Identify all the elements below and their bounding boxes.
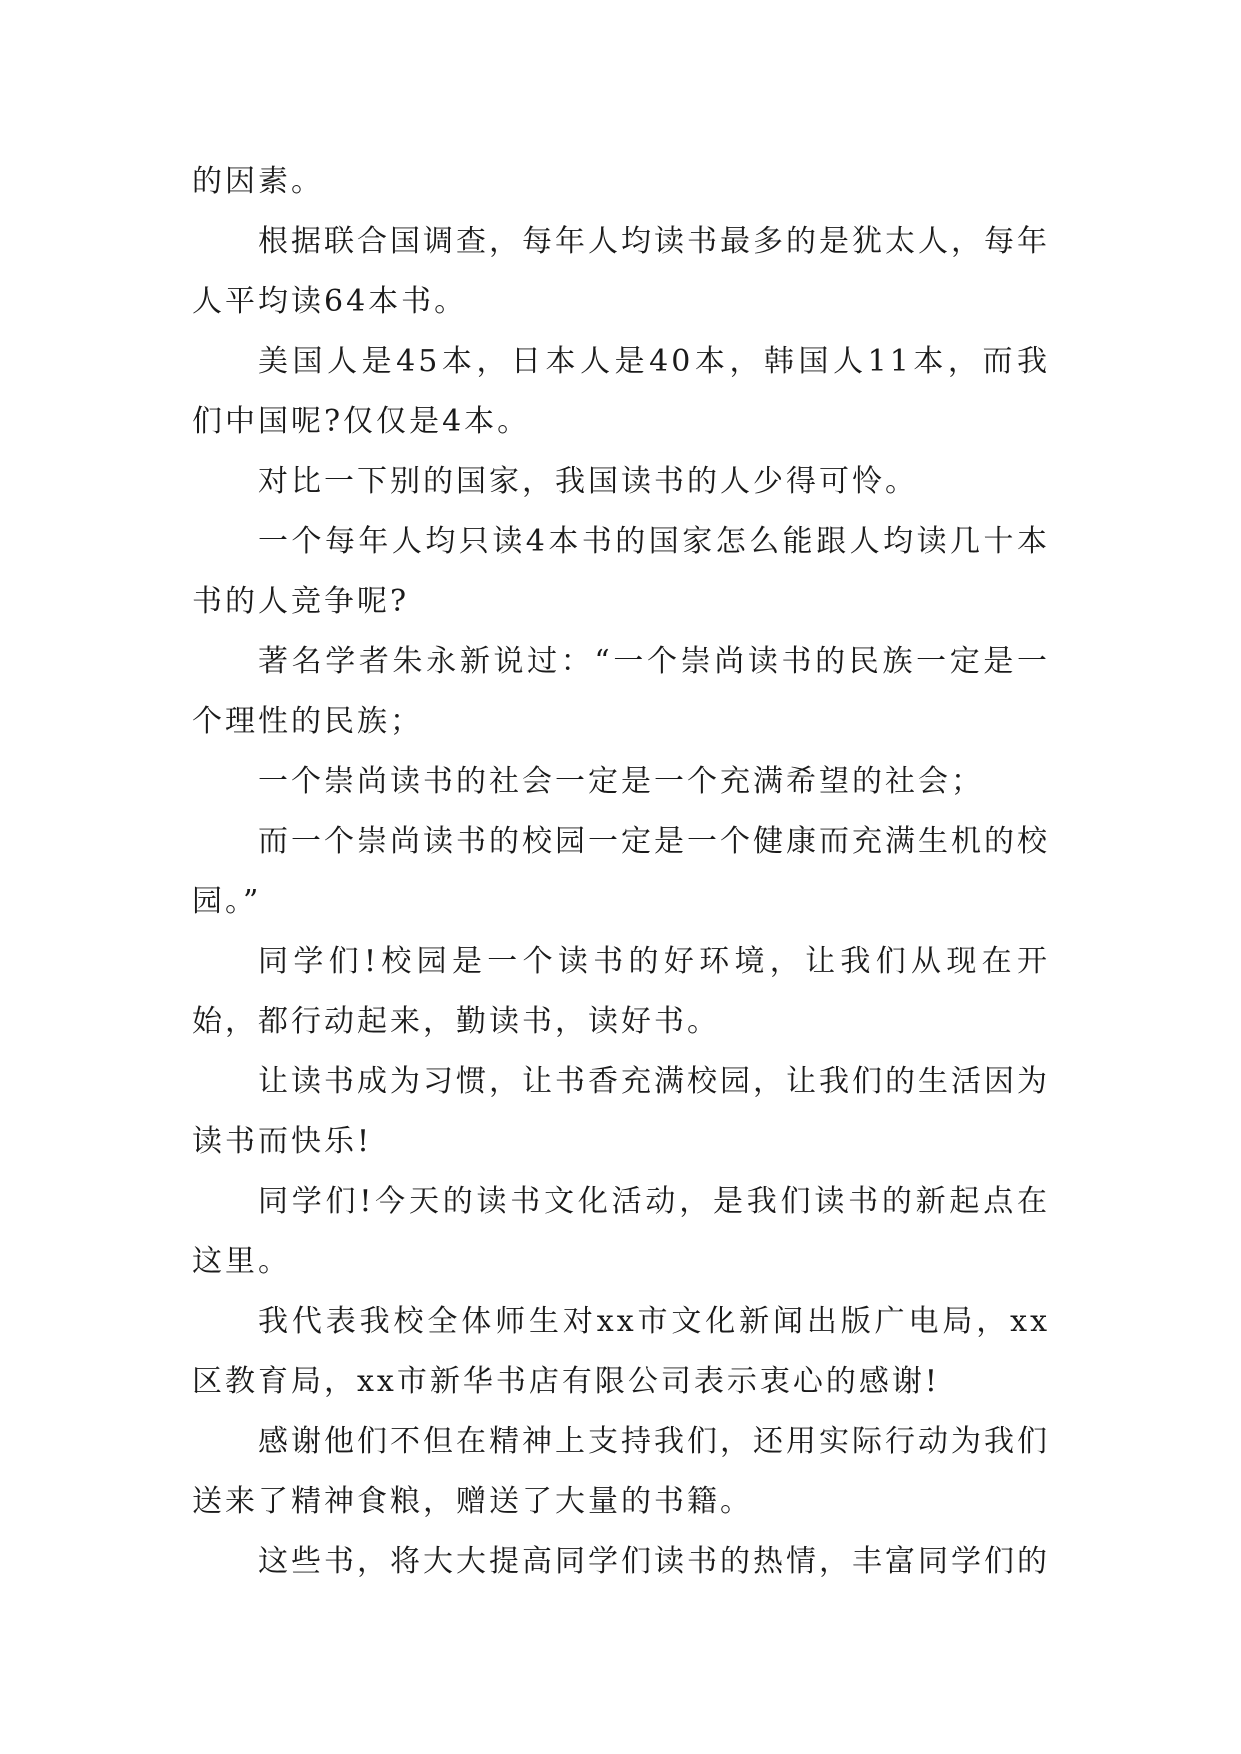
document-body — [192, 152, 1050, 1592]
paragraph-2: 根据联合国调查，每年人均读书最多的是犹太人，每年人平均读64本书。 — [192, 224, 1050, 319]
paragraph-9: 同学们!校园是一个读书的好环境，让我们从现在开始，都行动起来，勤读书，读好书。 — [192, 944, 1050, 1039]
paragraph-5: 一个每年人均只读4本书的国家怎么能跟人均读几十本书的人竞争呢? — [192, 524, 1050, 619]
paragraph-12: 我代表我校全体师生对xx市文化新闻出版广电局，xx区教育局，xx市新华书店有限公司表示衷心的感谢! — [192, 1304, 1050, 1399]
paragraph-10: 让读书成为习惯，让书香充满校园，让我们的生活因为读书而快乐! — [192, 1064, 1050, 1159]
paragraph-14: 这些书，将大大提高同学们读书的热情，丰富同学们的 — [258, 1544, 1050, 1579]
paragraph-8: 而一个崇尚读书的校园一定是一个健康而充满生机的校园。” — [192, 824, 1050, 919]
paragraph-13: 感谢他们不但在精神上支持我们，还用实际行动为我们送来了精神食粮，赠送了大量的书籍。 — [192, 1424, 1050, 1519]
paragraph-6: 著名学者朱永新说过：“一个崇尚读书的民族一定是一个理性的民族； — [192, 644, 1050, 739]
paragraph-11: 同学们!今天的读书文化活动，是我们读书的新起点在这里。 — [192, 1184, 1050, 1279]
paragraph-3: 美国人是45本，日本人是40本，韩国人11本，而我们中国呢?仅仅是4本。 — [192, 344, 1050, 439]
paragraph-4: 对比一下别的国家，我国读书的人少得可怜。 — [258, 464, 918, 499]
paragraph-1: 的因素。 — [192, 164, 324, 199]
paragraph-7: 一个崇尚读书的社会一定是一个充满希望的社会； — [258, 764, 984, 799]
